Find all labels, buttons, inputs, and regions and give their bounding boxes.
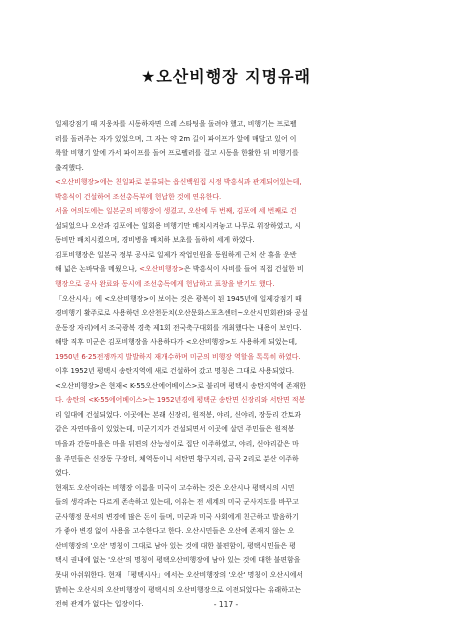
text-segment: 산비행장의 '오산' 명칭이 그대로 남아 있는 것에 대한 불편함이, 평택시민들은 평 (55, 541, 296, 550)
text-line (55, 539, 407, 554)
text-line (55, 335, 407, 350)
text-line (55, 422, 407, 437)
text-line (55, 524, 407, 539)
text-line (55, 481, 407, 496)
text-segment: 택시 권내에 없는 '오산'의 명칭이 평택오산비행장에 남아 있는 것에 대한 불편함을 (55, 556, 301, 565)
text-line (55, 233, 407, 248)
text-segment: 출격했다. (55, 163, 84, 172)
text-segment: <오산비행장> (139, 265, 185, 274)
text-line (55, 408, 407, 423)
text-segment: 1950년 6·25전쟁까지 발발하지 재개수하며 미군의 비행장 역할을 톡톡히 하였다. (55, 352, 301, 361)
text-line (55, 364, 407, 379)
text-line (55, 350, 407, 365)
text-line (55, 437, 407, 452)
text-segment: 전혀 관계가 없다는 입장이다. (55, 600, 144, 609)
text-line (55, 306, 407, 321)
text-segment: 행장으로 공사 완료와 동시에 조선총독에게 헌납하고 표창을 받기도 했다. (55, 280, 275, 289)
text-segment: 김포비행장은 일본국 정부 공사로 일제가 작업인원을 동원하게 근처 산 휴을 운반 (55, 250, 297, 259)
text-line (55, 219, 407, 234)
text-segment: 들의 생각과는 다르게 존속하고 있는데, 이유는 전 세계의 미국 군사지도를 바꾸고 (55, 498, 299, 507)
text-line (55, 510, 407, 525)
text-segment: 가 좋아 변경 없이 사용을 고수한다고 한다. 오산시민들은 오산에 존재지 않는 오 (55, 527, 295, 536)
text-segment: 설되었으나 오산과 김포에는 일회용 비행기만 배치시켜놓고 나무로 위장하였고, 시 (55, 221, 302, 230)
text-line (55, 161, 407, 176)
body-text (55, 117, 407, 612)
text-line (55, 190, 407, 205)
text-segment: 운동장 자리)에서 조국광복 경축 제1회 전국축구대회를 개최했다는 내용이 보인다. (55, 323, 302, 332)
text-segment: 「오산시사」에 <오산비행장>이 보이는 것은 광복이 된 1945년에 일제강점기 때 (55, 294, 302, 303)
text-line (55, 379, 407, 394)
text-segment: 현재도 오산이라는 비행장 이름을 미국이 고수하는 것은 오산시나 평택시의 시민 (55, 483, 295, 492)
text-line (55, 117, 407, 132)
text-segment: 을 주민들은 신장동 구장터, 체역동이니 서탄면 황구지리, 금곡 2리로 분산 이주하 (55, 454, 299, 463)
text-segment: 이후 1952년 평택시 송탄지역에 새로 건설하여 갔고 명칭은 그대로 사용되었다. (55, 367, 295, 376)
text-segment: <오산비행장>에는 친일파로 분류되는 읍신백원집 시정 박흥식과 관계되어있는데, (55, 178, 302, 187)
text-segment: 일제강점기 때 지웅차를 시동하자면 으레 스타팅을 돌려야 했고, 비행기는 프로펠 (55, 120, 297, 128)
text-segment: 군사행정 문서의 변경에 많은 돈이 들며, 미군과 미국 사회에게 친근하고 발음하기 (55, 512, 299, 521)
text-line (55, 321, 407, 336)
text-segment: 다. 송탄의 <K-55에어베이스>는 1952년경에 평택군 송탄면 신장리와 서탄면 적봉 (55, 396, 306, 405)
text-line (55, 175, 407, 190)
text-segment: 해 넓은 논바닥을 메웠으나, (55, 265, 140, 274)
text-segment: 리 일대에 건설되었다. 이곳에는 본래 신장리, 원적봉, 야리, 신야리, 장등리 간토과 (55, 410, 301, 419)
text-line (55, 132, 407, 147)
text-line (55, 466, 407, 481)
text-line (55, 452, 407, 467)
text-segment: 러를 돌려주는 자가 있었으며, 그 자는 약 2m 길이 파이프가 앞에 매달고 있어 이 (55, 134, 297, 143)
text-segment: 마을과 간동마을은 마을 뒤편의 산능성이로 집단 이주하였고, 야리, 신야리같은 마 (55, 440, 299, 449)
text-segment: 못내 아쉬워한다. 현재 「평택시사」에서는 오산비행장의 '오산' 명칭이 오산시에서 (55, 570, 304, 579)
text-segment: 밝히는 오산시의 오산비행장이 평택시의 오산비행장으로 이전되었다는 유래하고는 (55, 585, 302, 594)
text-line (55, 292, 407, 307)
text-segment: 륙할 비행기 앞에 가서 파이프를 돌여 프로펠러를 걸고 시동을 한활한 뒤 비행기를 (55, 149, 299, 158)
text-segment: 동비만 배치시켰으며, 경비병을 배치하 보초를 돌하히 세게 하였다. (55, 236, 255, 245)
text-segment: 경비행기 활주로로 사용하던 오산천둔치(오산문화스포츠센터~오산시민회관)와 공설 (55, 309, 308, 318)
text-line (55, 568, 407, 583)
text-segment: <오산비행장>은 현재< K-55오산에어베이스>로 불리며 평택시 송탄지역에 존재한 (55, 381, 306, 390)
text-line (55, 495, 407, 510)
text-line (55, 393, 407, 408)
text-line (55, 204, 407, 219)
page-title: ★오산비행장 지명유래 (140, 67, 312, 86)
text-line (55, 146, 407, 161)
text-line (55, 277, 407, 292)
text-line (55, 553, 407, 568)
page-number: - 117 - (213, 600, 239, 609)
text-line (55, 248, 407, 263)
text-segment: 였다. (55, 469, 71, 478)
text-segment: 해방 직후 미군은 김포비행장을 사용하다가 <오산비행장>도 사용하게 되었는데, (55, 338, 298, 347)
text-segment: 박흥식이 건설하여 조선총독부에 헌납한 것에 연유한다. (55, 192, 222, 201)
text-line (55, 262, 407, 277)
text-segment: 은 박흥식이 사비를 들여 직접 건설한 비 (184, 265, 304, 274)
text-line (55, 583, 407, 598)
text-segment: 같은 자연마을이 있었는데, 미군기지가 건설되면서 이곳에 살던 주민들은 원적봉 (55, 425, 295, 434)
text-segment: 서울 여의도에는 일본군의 비행장이 생겼고, 오산에 두 번째, 김포에 세 번째로 건 (55, 207, 297, 216)
